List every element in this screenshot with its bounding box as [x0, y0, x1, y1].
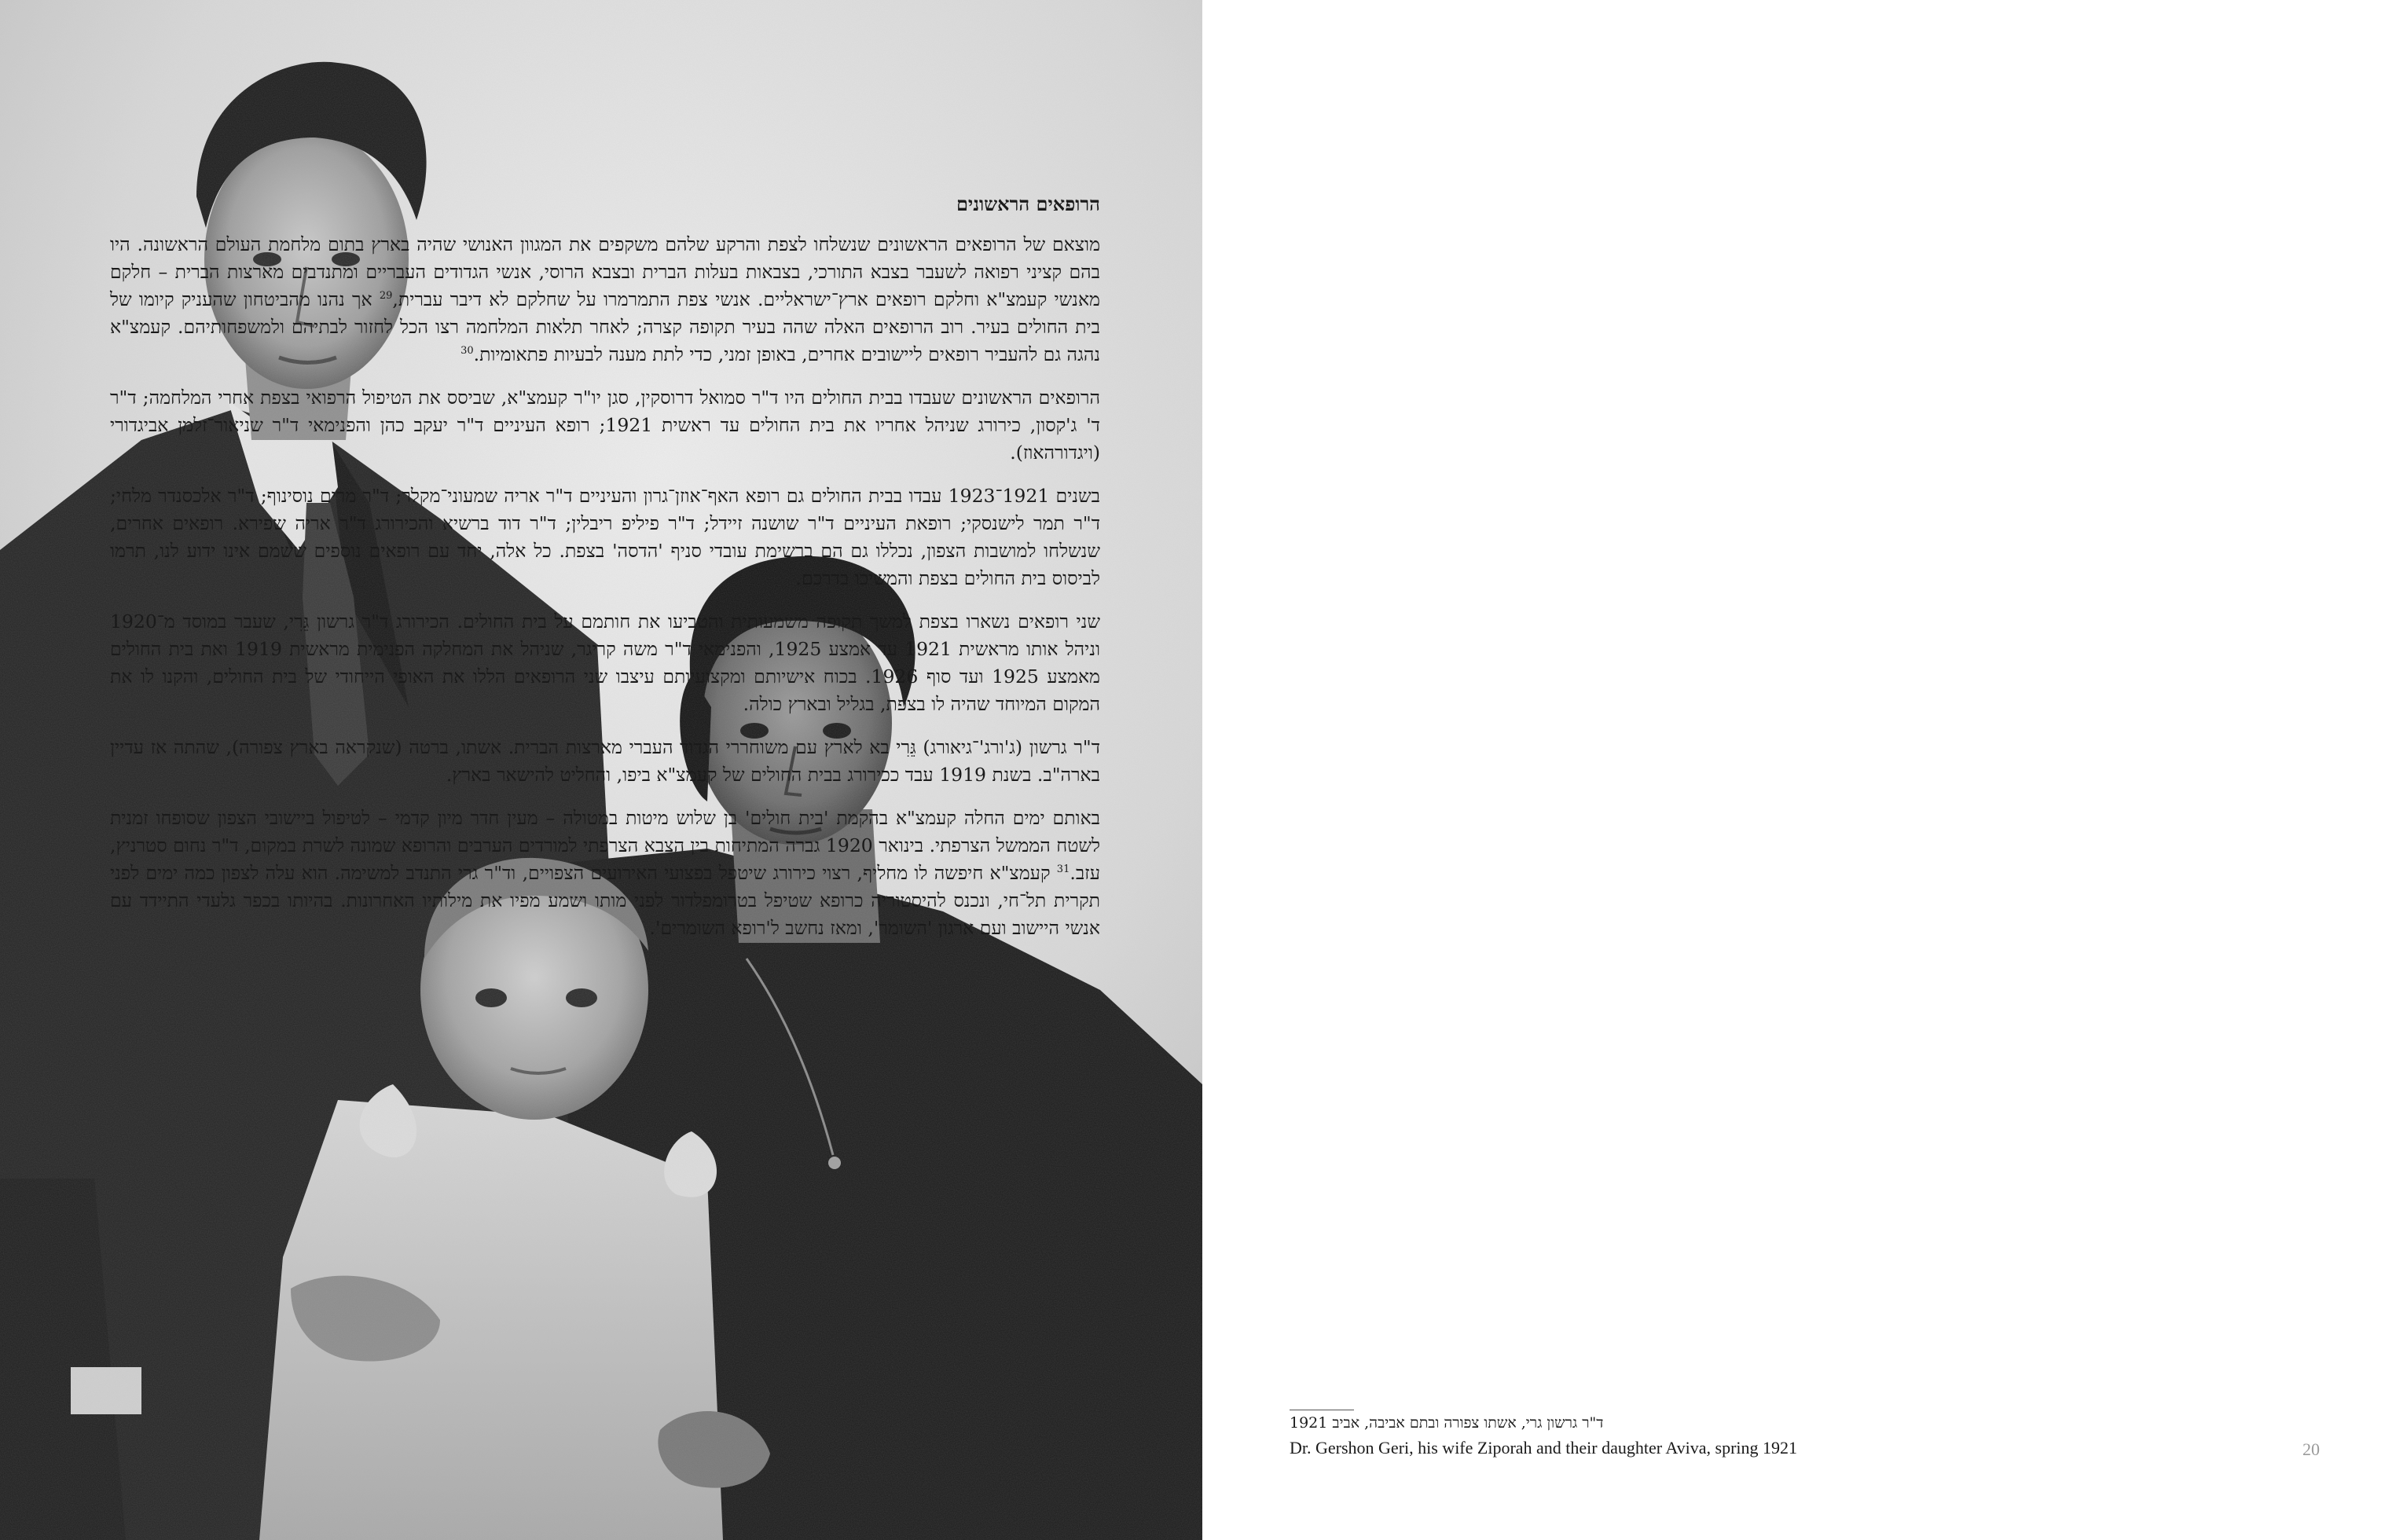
paragraph-1	[110, 231, 1100, 368]
paragraph-3: בשנים 1921־1923 עבדו בבית החולים גם רופא האף־אוזן־גרון והעיניים ד"ר אריה שמעוני־מקלר; ד"ר מרים נוסינוף; ד"ר אלכסנדר מלחי; ד"ר תמר לישנסקי; רופאת העיניים ד"ר שושנה זיידל; ד"ר פיליפ ריבלין; ד"ר דוד ברשיא והכירורג ד"ר אריה שפירא. רופאים אחרים, שנשלחו למושבות הצפון, נכללו גם הם ברשימת עובדי סניף 'הדסה' בצפת. כל אלה, יחד עם רופאים נוספים ששמם אינו ידוע לנו, תרמו לביסוס בית החולים בצפת והמשיכו בדרכם.	[110, 485, 1100, 589]
footnote-ref: 30	[460, 345, 474, 358]
caption-english: Dr. Gershon Geri, his wife Ziporah and their daughter Aviva, spring 1921	[1290, 1438, 1798, 1458]
paragraph-2: הרופאים הראשונים שעבדו בבית החולים היו ד"ר סמואל דרוסקין, סגן יו"ר קעמצ"א, שביסס את הטיפול הרפואי בצפת אחרי המלחמה; ד"ר ד' ג'קסון, כירורג שניהל אחריו את בית החולים עד ראשית 1921; רופא העיניים ד"ר יעקב כהן והפנימאי ד"ר שניאור־זלמן אביגדורי (ויגדורהאוז).	[110, 387, 1100, 464]
paragraph-5: ד"ר גרשון (ג'ורג'־גיאורג) גֵּרִי בא לארץ עם משוחררי הגדוד העברי מארצות הברית. אשתו, ברטה (שנקראה בארץ צפורה), שהתה אז עדיין בארה"ב. בשנת 1919 עבד ככירורג בבית החולים של קעמצ"א ביפו, והחליט להישאר בארץ.	[110, 736, 1100, 786]
caption-hebrew: ד"ר גרשון גרי, אשתו צפורה ובתם אביבה, אביב 1921	[1290, 1414, 1604, 1432]
paragraph-6-text: באותם ימים החלה קעמצ"א בהקמת 'בית חולים' בן שלוש מיטות במטולה – מעין חדר מיון קדמי – לטיפול ביישובי הצפון שסופחו זמנית לשטח הממשל הצרפתי. בינואר 1920 גברה המתיחות בין הצבא הצרפתי למורדים הערבים והרופא שמונה לשרת במקום, ד"ר נחום סטרניץ, עזב.	[110, 807, 1100, 884]
page-number: 20	[2302, 1439, 2320, 1459]
paragraph-4: שני רופאים נשארו בצפת למשך תקופה משמעותית והטביעו את חותמם על בית החולים. הכירורג ד"ר גרשון גֵּרִי, שעבר במוסד מ־1920 וניהל אותו מראשית 1921 עד אמצע 1925, והפנימאי ד"ר משה קריגר, שניהל את המחלקה הפנימית מראשית 1919 ואת בית החולים מאמצע 1925 ועד סוף 1926. בכוח אישיותם ומקצועיותם עיצבו שני הרופאים הללו את האופי הייחודי של בית החולים, והקנו לו את המקום המיוחד שהיה לו בצפת, בגליל ובארץ כולה.	[110, 610, 1100, 715]
footnote-ref: 29	[379, 290, 393, 302]
article-text	[110, 189, 1100, 958]
footnote-ref: 31	[1056, 864, 1070, 876]
paragraph-6	[110, 805, 1100, 942]
paragraph-1-text-cont: אך נהנו מהביטחון שהעניק קיומו של בית החולים בעיר. רוב הרופאים האלה שהה בעיר תקופה קצרה; לאחר תלאות המלחמה רצו הכל לחזור לבתיהם ולמשפחותיהם. קעמצ"א נהגה גם להעביר רופאים ליישובים אחרים, באופן זמני, כדי לתת מענה לבעיות פתאומיות.	[110, 288, 1100, 365]
paragraph-6-text-cont: קעמצ"א חיפשה לו מחליף, רצוי כירורג שיטפל בפצועי האירועים הצפויים, וד"ר גרי התנדב למשימה. הוא עלה לצפון כמה ימים לפני תקרית תל־חי, ונכנס להיסטוריה כרופא שטיפל בטרומפלדור לפני מותו ושמע מפיו את מילותיו האחרונות. בהיותו בכפר גלעדי התיידד עם אנשי היישוב ועם ארגון 'השומר', ומאז נחשב ל'רופא השומרים'.	[110, 862, 1100, 939]
section-heading: הרופאים הראשונים	[956, 192, 1100, 215]
paragraph-1-text: מוצאם של הרופאים הראשונים שנשלחו לצפת והרקע שלהם משקפים את המגוון האנושי שהיה בארץ בתום מלחמת העולם הראשונה. היו בהם קציני רפואה לשעבר בצבא התורכי, בצבאות בעלות הברית ובצבא הרוסי, אנשי הגדודים העבריים ומתנדבים מארצות הברית – חלקם מאנשי קעמצ"א וחלקם רופאים ארץ־ישראליים. אנשי צפת התמרמרו על שחלקם לא דיבר עברית,	[110, 233, 1100, 310]
